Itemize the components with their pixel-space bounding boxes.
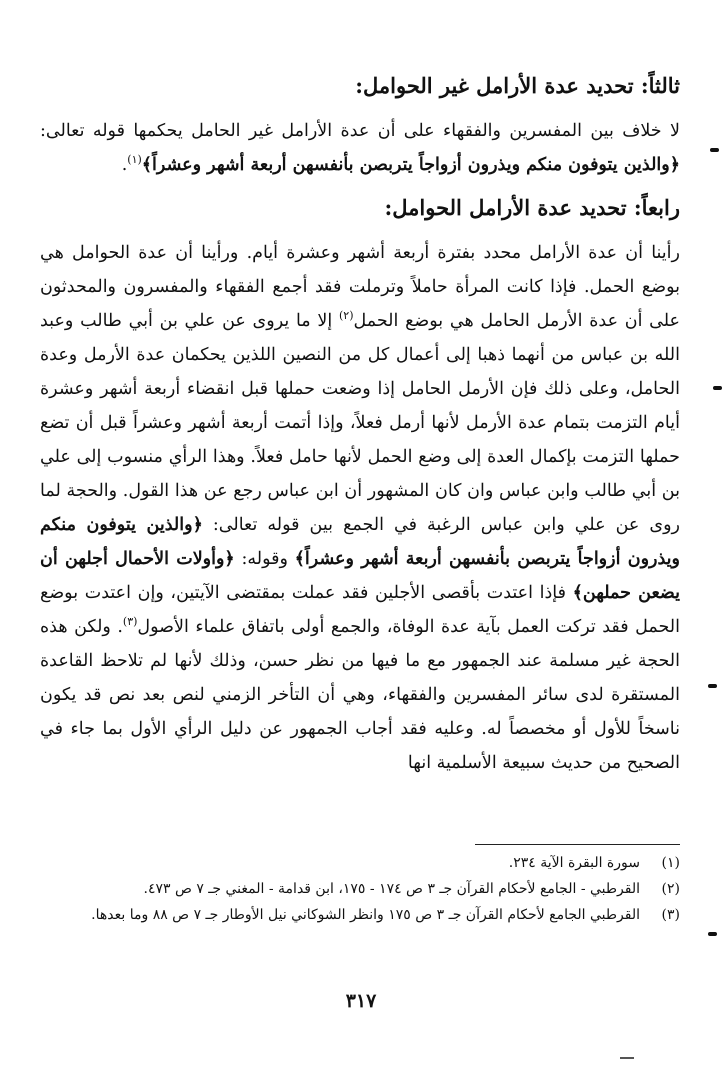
footnote-text: القرطبي - الجامع لأحكام القرآن جـ ٣ ص ١٧٤ - ١٧٥، ابن قدامة - المغني جـ ٧ ص ٤٧٣. — [143, 881, 640, 897]
footnotes — [40, 852, 680, 930]
scan-edge-mark — [708, 932, 717, 936]
footnote-ref-3[interactable]: (٣) — [122, 615, 138, 629]
paragraph-2-part-1: رأينا أن عدة الأرامل محدد بفترة أربعة أشهر وعشرة أيام. ورأينا أن عدة الحوامل هي بوضع الحمل. فإذا كانت المرأة حاملاً وترملت فقد أجمع الفقهاء والمفسرون والمحدثون على أن عدة الأرمل الحامل هي بوضع الحمل — [40, 243, 680, 331]
footnote-text: سورة البقرة الآية ٢٣٤. — [508, 855, 640, 871]
footnote-number: (٢) — [661, 881, 680, 897]
paragraph-2-part-2: إلا ما يروى عن علي بن أبي طالب وعبد الله بن عباس من أنهما ذهبا إلى أعمال كل من النصين اللذين يحكمان عدة الأرمل وعدة الحامل، وعلى ذلك فإن الأرمل الحامل إذا وضعت حملها قبل انقضاء أربعة أشهر وعشرة أيام التزمت بتمام عدة الأرمل لأنها أرمل فعلاً، وإذا أتمت أربعة أشهر وعشراً قبل أن تضع حملها التزمت بإكمال العدة إلى وضع الحمل لأنها حامل فعلاً. وهذا الرأي منسوب إلى علي بن أبي طالب وابن عباس وان كان المشهور أن ابن عباس رجع عن هذا القول. والحجة لما روى عن علي وابن عباس الرغبة في الجمع بين قوله تعالى: — [40, 311, 680, 535]
page-number: ٣١٧ — [345, 990, 377, 1012]
paragraph-1-end: . — [121, 155, 128, 175]
quran-quote-1: ﴿والذين يتوفون منكم ويذرون أزواجاً يتربصن بأنفسهن أربعة أشهر وعشراً﴾ — [141, 155, 680, 175]
footnote-ref-2[interactable]: (٢) — [338, 309, 354, 323]
paragraph-2-mid: وقوله: — [241, 549, 288, 569]
scan-edge-mark — [708, 684, 717, 688]
footnote-1 — [40, 852, 680, 875]
heading-fourth-section: رابعاً: تحديد عدة الأرامل الحوامل: — [384, 195, 680, 220]
footnote-2 — [40, 878, 680, 901]
footnote-text: القرطبي الجامع لأحكام القرآن جـ ٣ ص ١٧٥ وانظر الشوكاني نيل الأوطار جـ ٧ ص ٨٨ وما بعدها. — [91, 907, 640, 923]
paragraph-2-part-4: . ولكن هذه الحجة غير مسلمة عند الجمهور مع ما فيها من نظر حسن، وذلك لأنها لم تلاحظ القاعدة المستقرة لدى سائر المفسرين والفقهاء، وهي أن التأخر الزمني لنص بعد نص قد يكون ناسخاً للأول أو مخصصاً له. وعليه فقد أجاب الجمهور عن دليل الرأي الأول بما جاء في الصحيح من حديث سبيعة الأسلمية انها — [40, 617, 680, 773]
main-text — [40, 68, 680, 780]
scan-edge-mark — [713, 386, 722, 390]
quran-quote-3: ﴿وأولات الأحمال أجلهن أن يضعن حملهن﴾ — [40, 549, 680, 603]
scan-edge-mark — [710, 148, 719, 152]
paragraph-2-part-3: فإذا اعتدت بأقصى الأجلين فقد عملت بمقتضى الآيتين، وإن اعتدت بوضع الحمل فقد تركت العمل بآية عدة الوفاة، والجمع أولى باتفاق علماء الأصول — [40, 583, 680, 637]
paragraph-2 — [40, 236, 680, 780]
footnote-number: (١) — [661, 855, 680, 871]
paragraph-1-intro: لا خلاف بين المفسرين والفقهاء على أن عدة الأرامل غير الحامل يحكمها قوله تعالى: — [40, 121, 680, 141]
paragraph-1 — [40, 114, 680, 182]
footnote-separator — [475, 844, 680, 845]
footnote-number: (٣) — [661, 907, 680, 923]
footnote-3 — [40, 904, 680, 927]
heading-third-section: ثالثاً: تحديد عدة الأرامل غير الحوامل: — [355, 73, 680, 98]
scan-dash-mark — [620, 1057, 634, 1059]
quran-quote-2: ﴿والذين يتوفون منكم ويذرون أزواجاً يتربصن بأنفسهن أربعة أشهر وعشراً﴾ — [40, 515, 680, 569]
footnote-ref-1[interactable]: (١) — [127, 153, 142, 167]
